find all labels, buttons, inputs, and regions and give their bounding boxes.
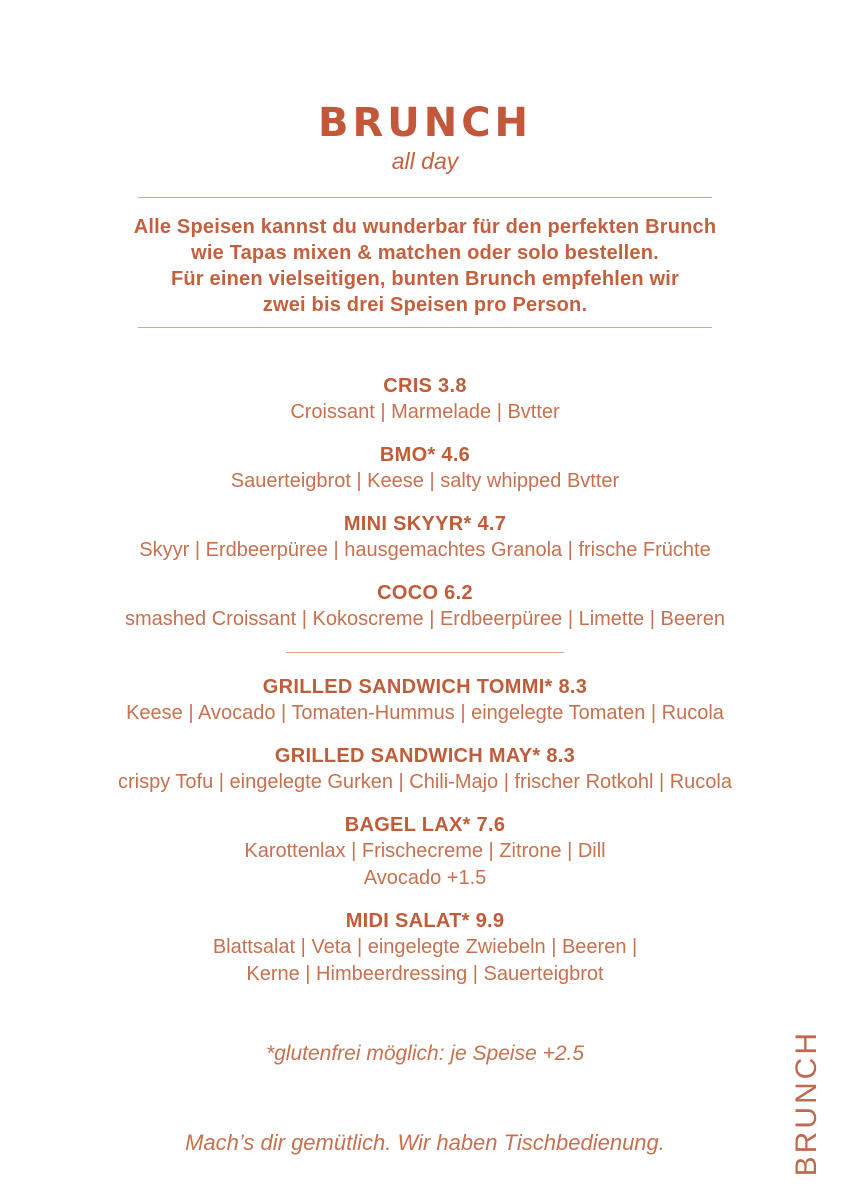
menu-list bbox=[0, 374, 850, 987]
menu-item-title: CRIS 3.8 bbox=[383, 375, 467, 397]
intro-line: Für einen vielseitigen, bunten Brunch empfehlen wir bbox=[170, 268, 680, 290]
menu-item-description: crispy Tofu | eingelegte Gurken | Chili-Majo | frischer Rotkohl | Rucola bbox=[117, 771, 732, 793]
divider-section bbox=[286, 652, 564, 653]
menu-item-title: BMO* 4.6 bbox=[379, 444, 471, 466]
menu-item-title: GRILLED SANDWICH TOMMI* 8.3 bbox=[262, 676, 588, 698]
intro-line: wie Tapas mixen & matchen oder solo bestellen. bbox=[191, 242, 659, 264]
intro-line: Alle Speisen kannst du wunderbar für den perfekten Brunch bbox=[133, 216, 717, 238]
menu-item bbox=[0, 512, 850, 563]
menu-item bbox=[0, 374, 850, 425]
menu-item-description: Avocado +1.5 bbox=[363, 867, 487, 889]
table-service-note: Mach’s dir gemütlich. Wir haben Tischbedienung. bbox=[185, 1130, 665, 1155]
menu-item-description: Sauerteigbrot | Keese | salty whipped Bvtter bbox=[230, 470, 620, 492]
menu-item bbox=[0, 675, 850, 726]
side-vertical-label: BRUNCH bbox=[790, 1029, 823, 1176]
menu-item-title: BAGEL LAX* 7.6 bbox=[344, 814, 506, 836]
divider-intro-bottom bbox=[138, 327, 712, 328]
menu-item bbox=[0, 581, 850, 632]
menu-item-title: MINI SKYYR* 4.7 bbox=[343, 513, 507, 535]
menu-item bbox=[0, 443, 850, 494]
menu-item bbox=[0, 744, 850, 795]
menu-item-description: Keese | Avocado | Tomaten-Hummus | eingelegte Tomaten | Rucola bbox=[126, 702, 724, 724]
menu-item-description: Skyyr | Erdbeerpüree | hausgemachtes Granola | frische Früchte bbox=[139, 539, 711, 561]
menu-item-description: Croissant | Marmelade | Bvtter bbox=[290, 401, 560, 423]
divider-top bbox=[138, 197, 712, 198]
menu-item-title: GRILLED SANDWICH MAY* 8.3 bbox=[274, 745, 576, 767]
page-title: BRUNCH bbox=[317, 100, 533, 146]
intro-line: zwei bis drei Speisen pro Person. bbox=[262, 294, 588, 316]
menu-item bbox=[0, 813, 850, 891]
menu-item-title: MIDI SALAT* 9.9 bbox=[345, 910, 505, 932]
menu-item-description: smashed Croissant | Kokoscreme | Erdbeerpüree | Limette | Beeren bbox=[125, 608, 725, 630]
menu-item-description: Blattsalat | Veta | eingelegte Zwiebeln | Beeren | bbox=[212, 936, 638, 958]
menu-item-description: Karottenlax | Frischecreme | Zitrone | Dill bbox=[244, 840, 606, 862]
menu-item bbox=[0, 909, 850, 987]
page-subtitle: all day bbox=[391, 148, 459, 174]
menu-item-description: Kerne | Himbeerdressing | Sauerteigbrot bbox=[246, 963, 604, 985]
intro-text bbox=[0, 214, 850, 318]
glutenfree-footnote: *glutenfrei möglich: je Speise +2.5 bbox=[265, 1042, 585, 1065]
menu-item-title: COCO 6.2 bbox=[377, 582, 473, 604]
